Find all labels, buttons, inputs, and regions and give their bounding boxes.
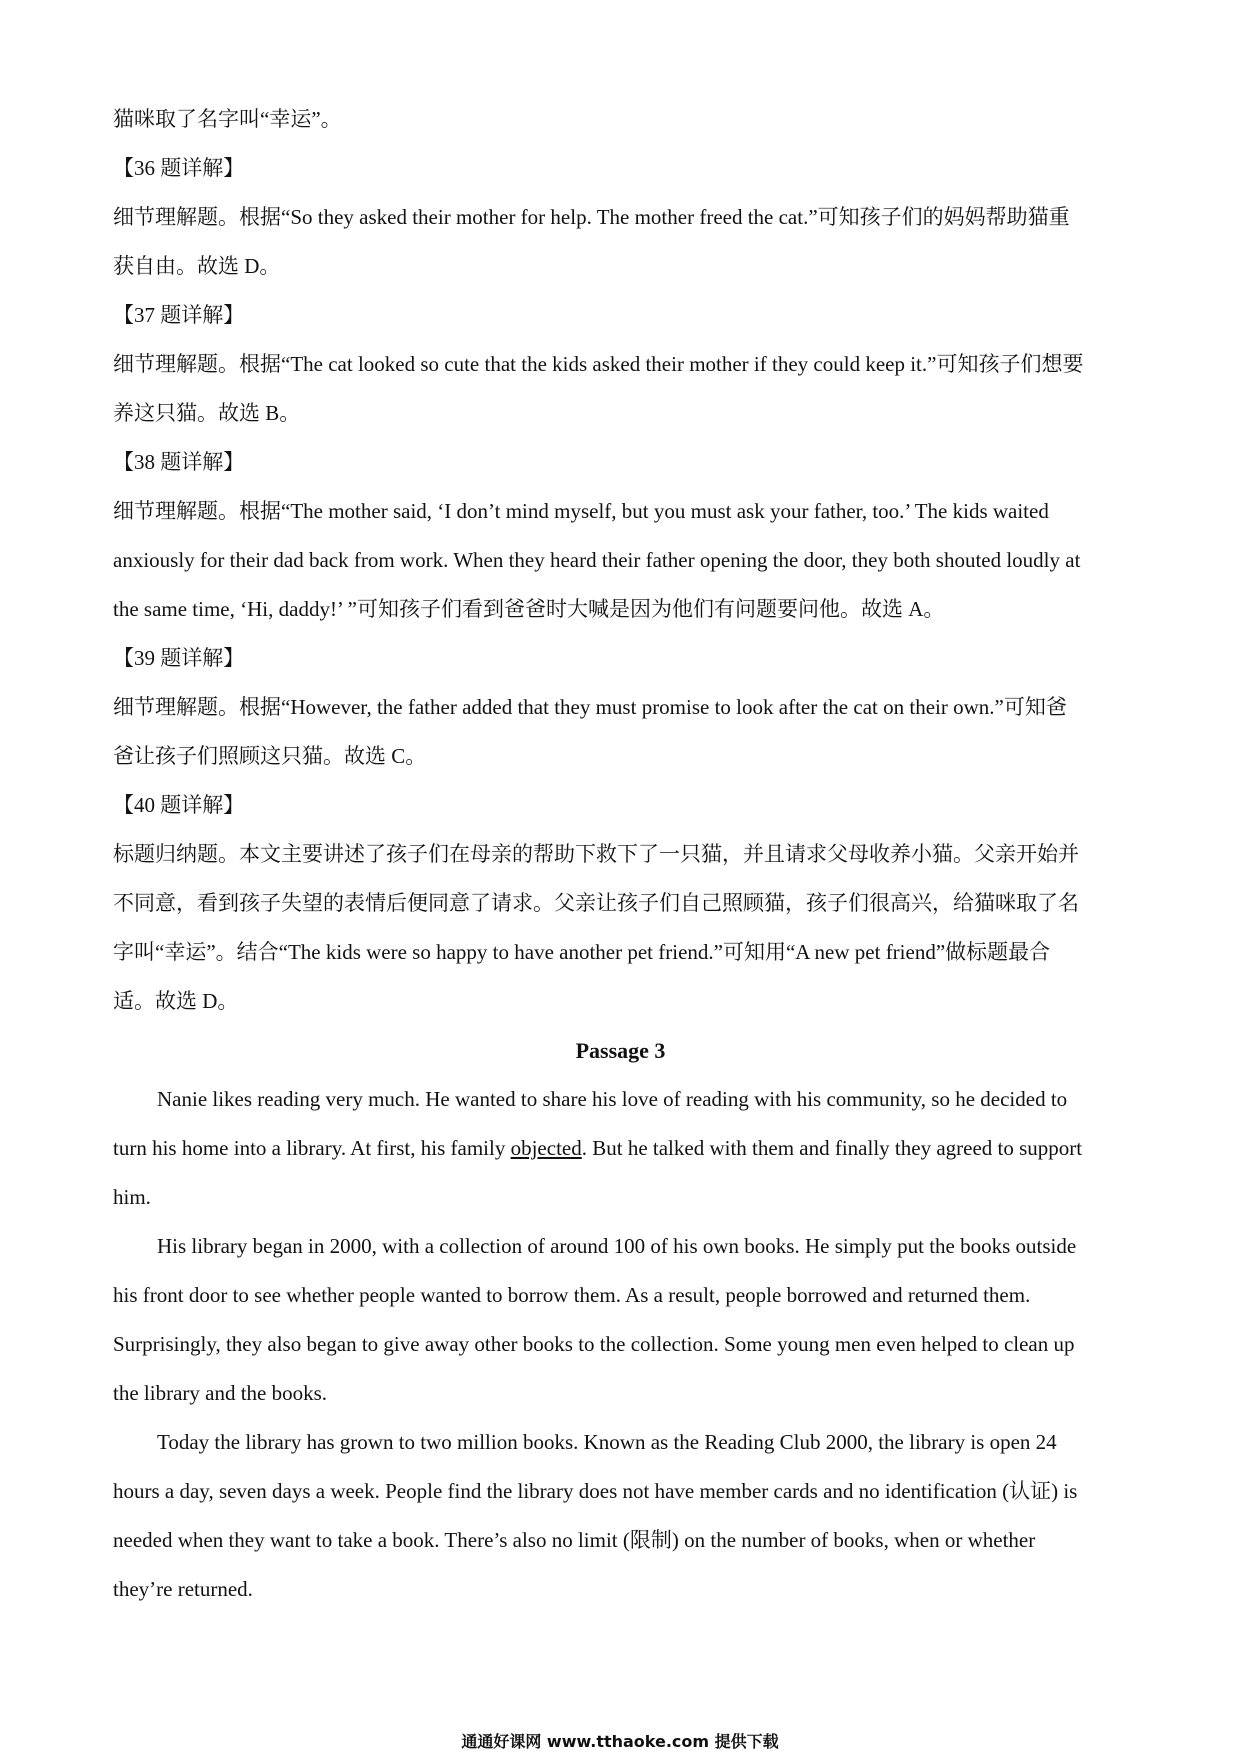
- question-heading-38: 【38 题详解】: [113, 450, 245, 474]
- passage-line: Nanie likes reading very much. He wanted to share his love of reading with his community, so he decided to: [157, 1087, 1068, 1111]
- text-line: 获自由。故选 D。: [113, 254, 281, 278]
- question-heading-36: 【36 题详解】: [113, 156, 245, 180]
- page-footer: 通通好课网 www.tthaoke.com 提供下载: [461, 1732, 779, 1751]
- text-line: 细节理解题。根据“The mother said, ‘I don’t mind myself, but you must ask your father, too.’ The kids waited: [113, 499, 1049, 523]
- passage-line: His library began in 2000, with a collection of around 100 of his own books. He simply put the books outside: [157, 1234, 1077, 1258]
- passage-line: needed when they want to take a book. There’s also no limit (限制) on the number of books, when or whether: [113, 1528, 1036, 1552]
- text-line: the same time, ‘Hi, daddy!’ ”可知孩子们看到爸爸时大喊是因为他们有问题要问他。故选 A。: [113, 597, 945, 621]
- text-line: 养这只猫。故选 B。: [113, 401, 301, 425]
- text-line: 爸让孩子们照顾这只猫。故选 C。: [113, 744, 427, 768]
- text-line: anxiously for their dad back from work. When they heard their father opening the door, they both shouted loudly at: [113, 548, 1081, 572]
- text-line: 不同意，看到孩子失望的表情后便同意了请求。父亲让孩子们自己照顾猫，孩子们很高兴，给猫咪取了名: [113, 891, 1079, 915]
- underlined-word: objected: [510, 1136, 582, 1160]
- passage-line: him.: [113, 1185, 151, 1209]
- text-line: 猫咪取了名字叫“幸运”。: [113, 107, 342, 131]
- passage-line: hours a day, seven days a week. People find the library does not have member cards and no identification (认证) is: [113, 1479, 1078, 1503]
- passage-text: turn his home into a library. At first, his family: [113, 1136, 511, 1160]
- passage-line: Surprisingly, they also began to give away other books to the collection. Some young men even helped to clean up: [113, 1332, 1075, 1356]
- text-line: 标题归纳题。本文主要讲述了孩子们在母亲的帮助下救下了一只猫，并且请求父母收养小猫。父亲开始并: [113, 842, 1079, 866]
- passage-text: . But he talked with them and finally they agreed to support: [581, 1136, 1083, 1160]
- passage-line: Today the library has grown to two million books. Known as the Reading Club 2000, the library is open 24: [157, 1430, 1057, 1454]
- passage-line: they’re returned.: [113, 1577, 253, 1601]
- question-heading-40: 【40 题详解】: [113, 793, 245, 817]
- text-line: 字叫“幸运”。结合“The kids were so happy to have another pet friend.”可知用“A new pet friend”做标题最合: [113, 940, 1051, 964]
- question-heading-37: 【37 题详解】: [113, 303, 245, 327]
- text-line: 细节理解题。根据“However, the father added that they must promise to look after the cat on their own.”可知爸: [113, 695, 1067, 719]
- question-heading-39: 【39 题详解】: [113, 646, 245, 670]
- document-page: [113, 95, 1128, 1614]
- passage-title: Passage 3: [575, 1038, 666, 1063]
- passage-line: the library and the books.: [113, 1381, 328, 1405]
- passage-line: [113, 1124, 1128, 1173]
- text-line: 适。故选 D。: [113, 989, 239, 1013]
- text-line: 细节理解题。根据“The cat looked so cute that the kids asked their mother if they could keep it.”可知孩子们想要: [113, 352, 1084, 376]
- passage-line: his front door to see whether people wanted to borrow them. As a result, people borrowed and returned them.: [113, 1283, 1031, 1307]
- text-line: 细节理解题。根据“So they asked their mother for help. The mother freed the cat.”可知孩子们的妈妈帮助猫重: [113, 205, 1070, 229]
